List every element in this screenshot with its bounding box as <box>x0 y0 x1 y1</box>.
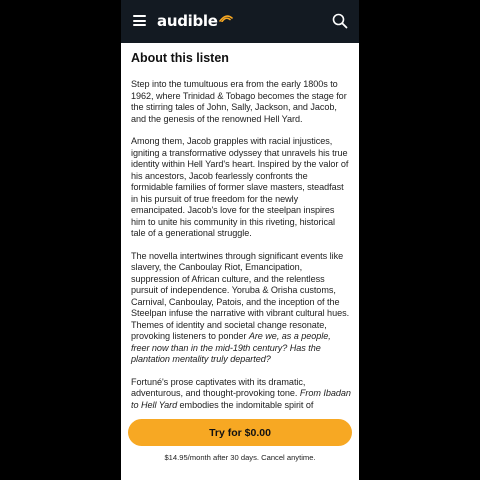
pricing-note: $14.95/month after 30 days. Cancel anytime. <box>164 453 316 462</box>
description-paragraph-3 <box>131 251 351 366</box>
app-screen <box>121 0 359 480</box>
paragraph-3-text: The novella intertwines through significant events like slavery, the Canboulay Riot, Emancipation, suppression of African culture, and the relentless pursuit of independence. Yoruba & Orisha customs, Carnival, Canboulay, Patois, and the inception of the Steelpan infuse the narrative with vibrant cultural hues. Themes of identity and societal change resonate, provoking listeners to ponder <box>131 250 350 341</box>
description-paragraph-4 <box>131 377 351 412</box>
about-section <box>131 51 351 422</box>
logo-text: audible <box>157 12 218 30</box>
sticky-cta-footer <box>121 410 359 480</box>
hamburger-menu-icon[interactable] <box>133 15 146 26</box>
paragraph-3-italic: Are we, as a people, freer now than in the mid-19th century? Has the plantation mentality truly departed? <box>131 331 331 364</box>
paragraph-4-tail: embodies the indomitable spirit of <box>177 399 314 410</box>
description-paragraph-1: Step into the tumultuous era from the early 1800s to 1962, where Trinidad & Tobago becomes the stage for the stirring tales of John, Sally, Jackson, and Jacob, and the genesis of the renowned Hell Yard. <box>131 79 347 124</box>
try-free-button[interactable]: Try for $0.00 <box>128 419 352 446</box>
paragraph-4-italic: From Ibadan to Hell Yard <box>131 388 351 410</box>
audible-wave-icon <box>219 12 233 22</box>
description-paragraph-2: Among them, Jacob grapples with racial injustices, igniting a transformative odyssey that unravels his true identity within Hell Yard's heart. Inspired by the valor of his ancestors, Jacob fearlessly confronts the formidable families of former slave masters, steadfast in his pursuit of true freedom for the newly emancipated. Jacob's love for the steelpan inspires him to unite his community in this riveting, historical tale of a generational struggle. <box>131 136 349 238</box>
about-heading: About this listen <box>131 51 229 65</box>
top-navigation-bar <box>121 0 359 43</box>
audible-logo[interactable] <box>157 10 233 30</box>
search-icon[interactable] <box>332 13 348 29</box>
paragraph-4-text: Fortuné's prose captivates with its dramatic, adventurous, and thought-provoking tone. <box>131 376 306 398</box>
